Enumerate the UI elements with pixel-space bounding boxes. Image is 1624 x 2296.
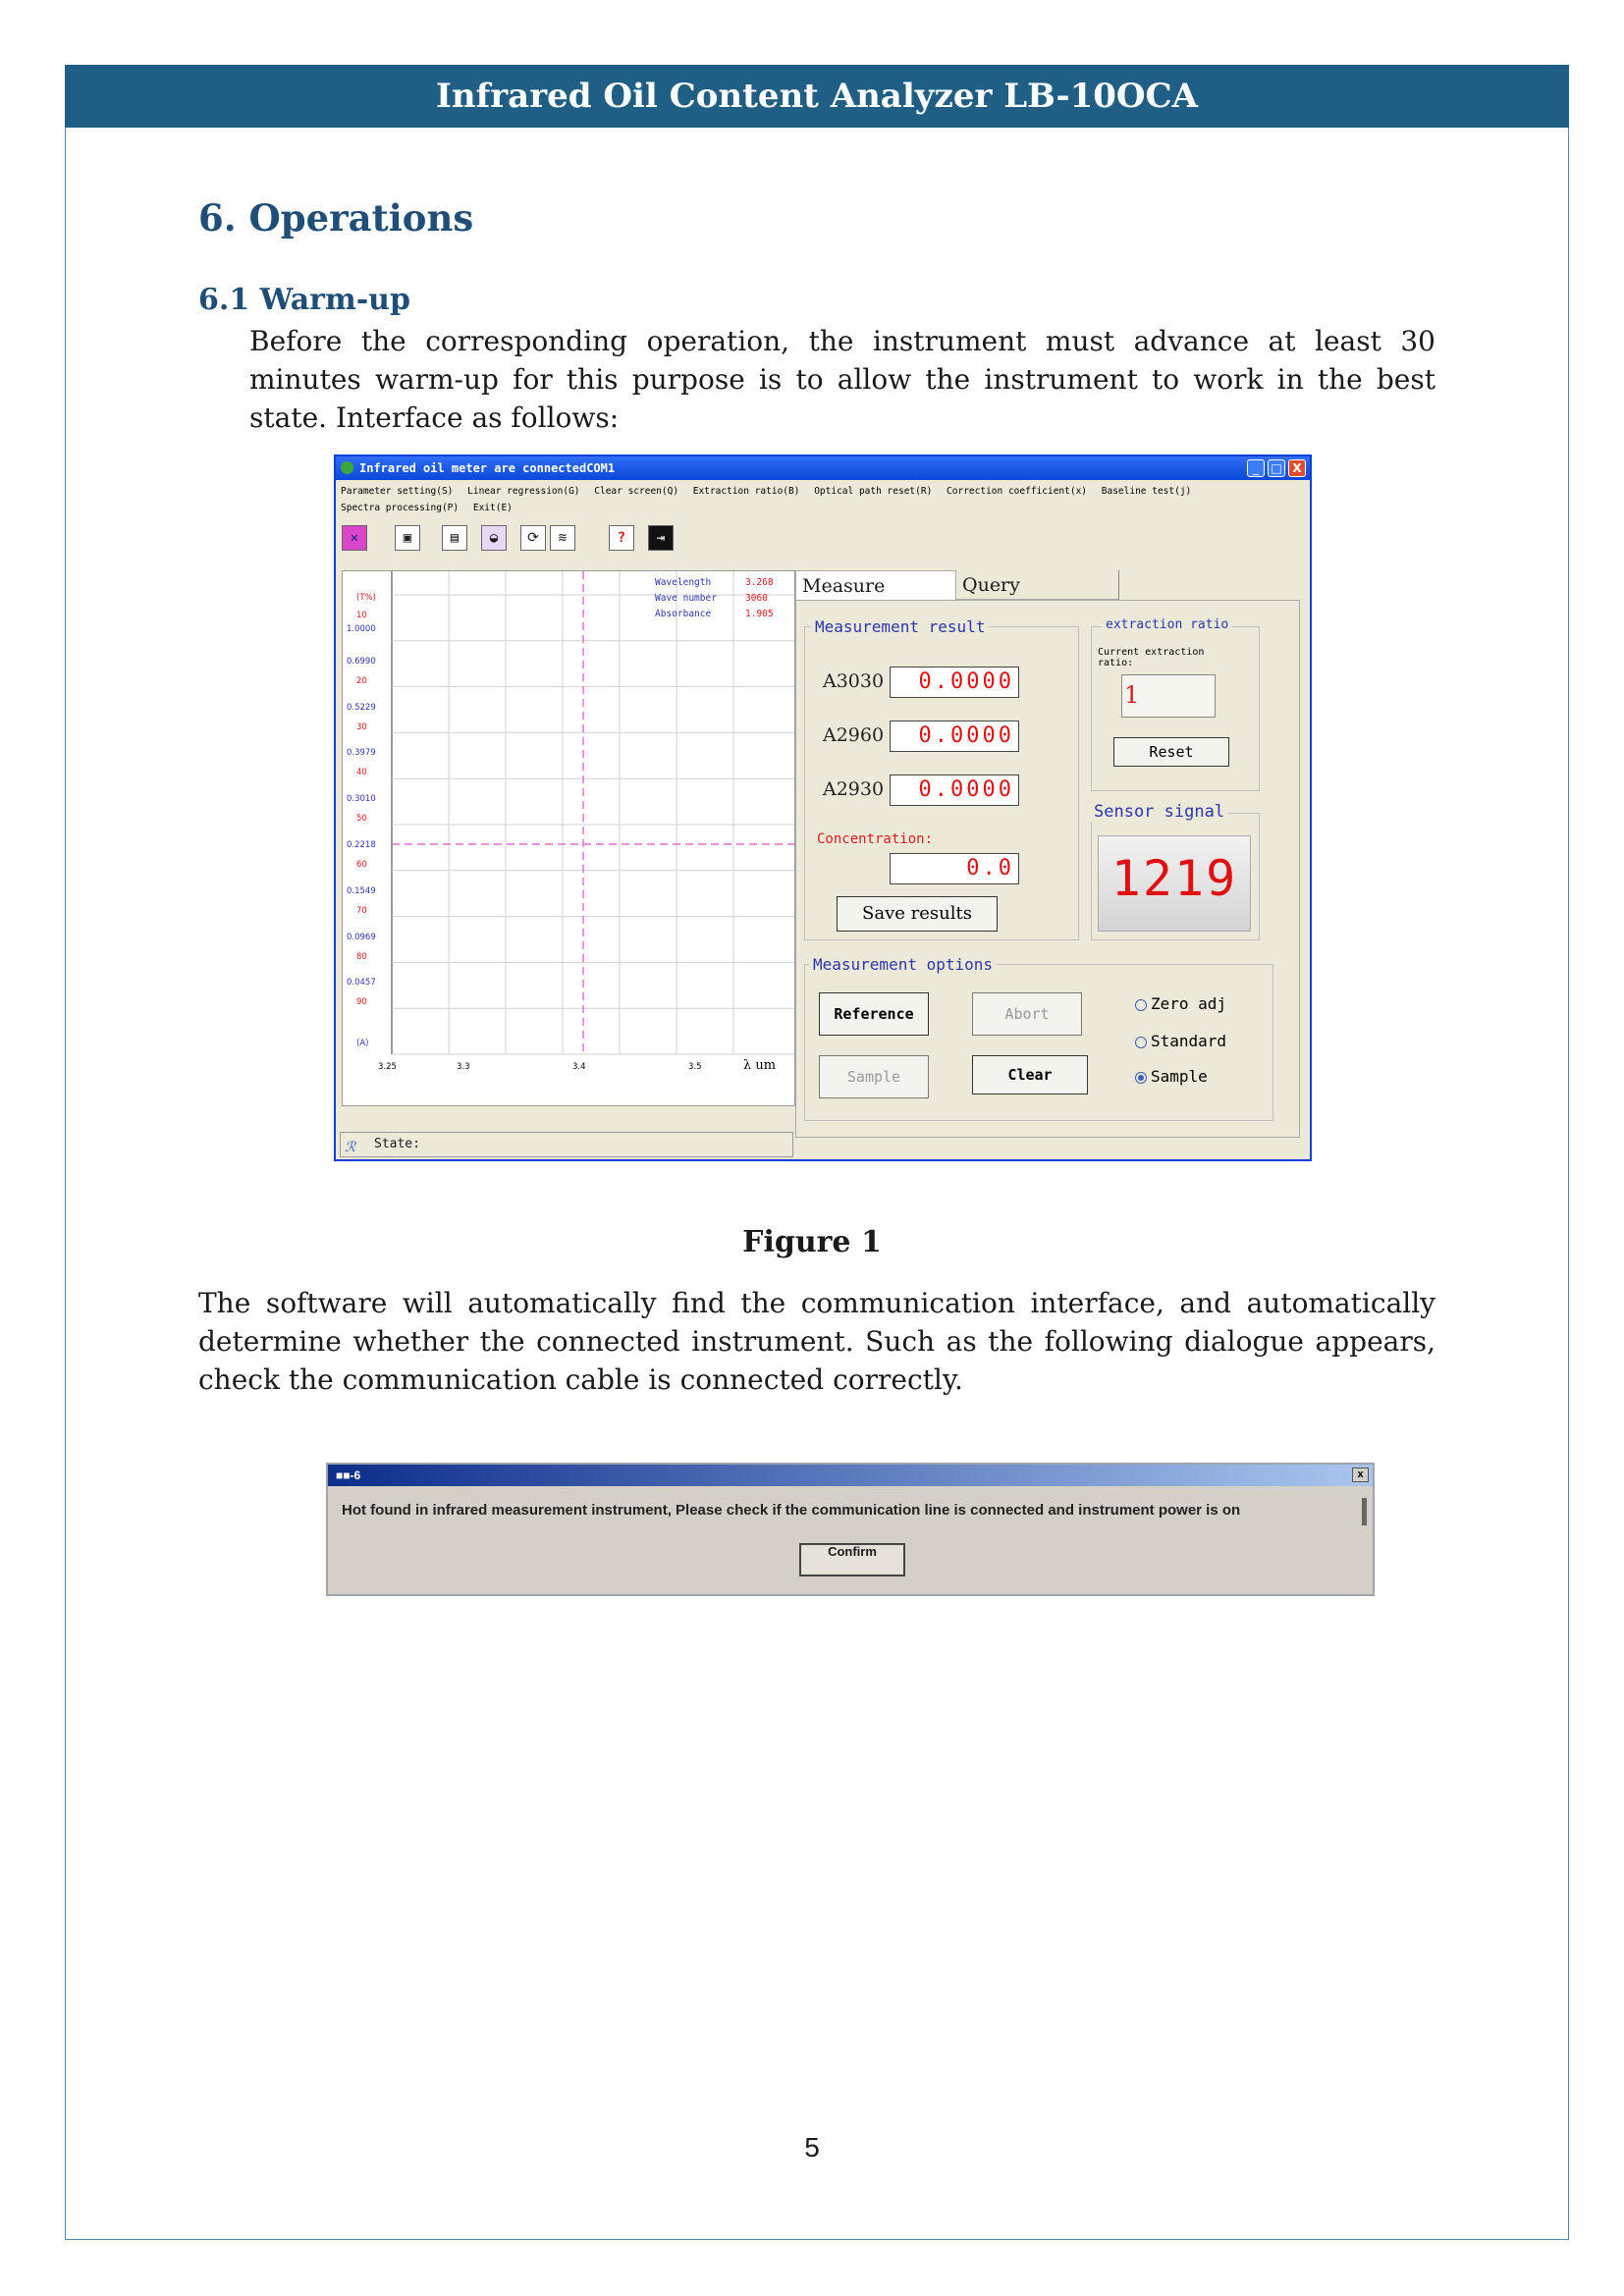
t-tick-label: 90 [356,997,367,1008]
dialog-title: ■■-6 [328,1465,1373,1486]
t-axis-unit: (T%) [356,593,376,603]
measurement-options-title: Measurement options [809,955,997,974]
figure-caption: Figure 1 [742,1225,882,1259]
extraction-ratio-title: extraction ratio [1102,617,1232,632]
status-bar [340,1132,793,1157]
tab-measure[interactable]: Measure [795,570,956,600]
readout-values [745,575,774,622]
a3030-value: 0.0000 [890,667,1019,698]
a-tick-label: 0.0457 [347,978,376,988]
menu-correction-coefficient[interactable]: Correction coefficient(x) [947,486,1088,497]
refresh-icon[interactable]: ⟳ [520,525,546,551]
measure-panel [795,600,1300,1138]
wavenumber-value: 3060 [745,593,768,604]
radio-sample[interactable] [1135,1067,1208,1086]
measurement-result-title: Measurement result [811,617,989,636]
a-axis-unit: (A) [356,1039,369,1048]
t-tick-label: 20 [356,675,367,686]
a2930-value: 0.0000 [890,774,1019,806]
radio-sample-dot[interactable] [1135,1072,1147,1084]
menu-exit[interactable]: Exit(E) [472,503,513,513]
spectrum-grid [343,571,795,1106]
x-tick-label: 3.4 [572,1062,586,1072]
a-tick-label: 0.3979 [347,748,376,759]
menu-baseline-test[interactable]: Baseline test(j) [1101,486,1192,497]
a-tick-label: 0.3010 [347,794,376,805]
tab-query[interactable]: Query [956,570,1119,600]
paragraph-communication: The software will automatically find the communication interface, and automatically determine whether the connected instrument. Such as the following dialogue appears, check the communication cable is connected correctly. [198,1287,1435,1396]
sensor-display [1098,835,1251,932]
status-label: State: [374,1137,420,1151]
exit-run-icon[interactable]: ⇥ [648,525,674,551]
a2960-label: A2960 [823,724,885,746]
t-tick-label: 60 [356,860,367,870]
menu-clear-screen[interactable]: Clear screen(Q) [594,486,679,497]
a3030-label: A3030 [823,670,885,692]
monitor-icon[interactable]: ▣ [395,525,420,551]
a-tick-label: 1.0000 [347,624,376,634]
menu-bar [341,483,1305,516]
menu-optical-path-reset[interactable]: Optical path reset(R) [814,486,933,497]
subsection-heading: 6.1 Warm-up [198,283,410,317]
extraction-ratio-group [1091,617,1260,791]
clear-button[interactable]: Clear [972,1055,1088,1095]
dialog-scrollbar[interactable] [1362,1498,1367,1525]
a-tick-label: 0.1549 [347,885,376,896]
spectrum-plot[interactable] [342,570,795,1106]
x-tick-label: 3.5 [688,1062,702,1072]
status-logo-icon: ℛ [345,1140,356,1155]
help-icon[interactable]: ? [609,525,634,551]
chart-wave-icon[interactable]: ≋ [550,525,575,551]
radio-zero-adj-dot[interactable] [1135,999,1147,1011]
a2930-label: A2930 [823,778,885,800]
document-header: Infrared Oil Content Analyzer LB-10OCA [65,65,1569,128]
reference-button[interactable]: Reference [819,992,929,1036]
section-heading: 6. Operations [198,196,474,240]
maximize-button[interactable]: □ [1268,459,1285,477]
confirm-button[interactable]: Confirm [799,1543,905,1576]
beaker-icon[interactable]: ◒ [481,525,507,551]
radio-standard[interactable] [1135,1032,1226,1050]
spectrum-tool-icon[interactable]: ✕ [342,525,367,551]
absorbance-label: Absorbance [655,609,712,619]
wavelength-value: 3.268 [745,577,774,588]
x-tick-label: 3.25 [378,1062,397,1072]
absorbance-value: 1.905 [745,609,774,619]
wavelength-label: Wavelength [655,577,712,588]
current-extraction-ratio-label: Current extraction ratio: [1098,647,1205,668]
app-icon [341,461,353,474]
t-tick-label: 70 [356,905,367,916]
t-tick-label: 40 [356,768,367,778]
minimize-button[interactable]: _ [1247,459,1265,477]
a-tick-label: 0.2218 [347,840,376,850]
radio-zero-adj-label: Zero adj [1151,994,1227,1013]
concentration-value: 0.0 [890,853,1019,884]
save-results-button[interactable]: Save results [837,896,998,932]
sensor-signal-title: Sensor signal [1090,802,1228,822]
dialog-close-button[interactable]: x [1352,1468,1369,1482]
a2960-value: 0.0000 [890,721,1019,752]
menu-parameter-setting[interactable]: Parameter setting(S) [341,486,454,497]
sensor-signal-value: 1219 [1110,850,1238,907]
toolbar [340,525,1306,551]
dialog-message: Hot found in infrared measurement instrument, Please check if the communication line is connected and instrument power is on [342,1502,1241,1519]
window-title: Infrared oil meter are connectedCOM1 [359,461,616,475]
close-button[interactable]: X [1288,459,1306,477]
radio-sample-label: Sample [1151,1067,1208,1086]
window-titlebar[interactable] [336,456,1310,480]
a-tick-label: 0.6990 [347,656,376,667]
reset-button[interactable]: Reset [1113,737,1229,767]
measurement-result-group [804,617,1079,940]
x-axis-unit: λ um [743,1058,777,1073]
menu-spectra-processing[interactable]: Spectra processing(P) [341,503,460,513]
measurement-options-group [804,955,1273,1121]
t-tick-label: 80 [356,951,367,962]
analyzer-window [334,454,1312,1161]
error-dialog [326,1463,1375,1596]
intro-paragraph: Before the corresponding operation, the instrument must advance at least 30 minutes warm-up for this purpose is to allow the instrument to work in the best state. Interface as follows: [249,325,1435,434]
a-tick-label: 0.5229 [347,702,376,713]
concentration-label: Concentration: [817,831,934,847]
table-icon[interactable]: ▤ [442,525,467,551]
t-tick-label: 50 [356,814,367,825]
abort-button[interactable]: Abort [972,992,1082,1036]
t-tick-label: 10 [356,611,367,620]
sensor-signal-group [1091,802,1260,940]
radio-zero-adj[interactable] [1135,994,1226,1013]
a-tick-label: 0.0969 [347,932,376,942]
x-tick-label: 3.3 [457,1062,470,1072]
page-number: 5 [804,2132,820,2163]
menu-linear-regression[interactable]: Linear regression(G) [467,486,580,497]
readout-labels [655,575,717,622]
wavenumber-label: Wave number [655,593,717,604]
radio-standard-dot[interactable] [1135,1037,1147,1048]
sample-button[interactable]: Sample [819,1055,929,1098]
t-tick-label: 30 [356,721,367,732]
menu-extraction-ratio[interactable]: Extraction ratio(B) [692,486,800,497]
extraction-ratio-input[interactable]: 1 [1121,674,1216,718]
radio-standard-label: Standard [1151,1032,1227,1050]
